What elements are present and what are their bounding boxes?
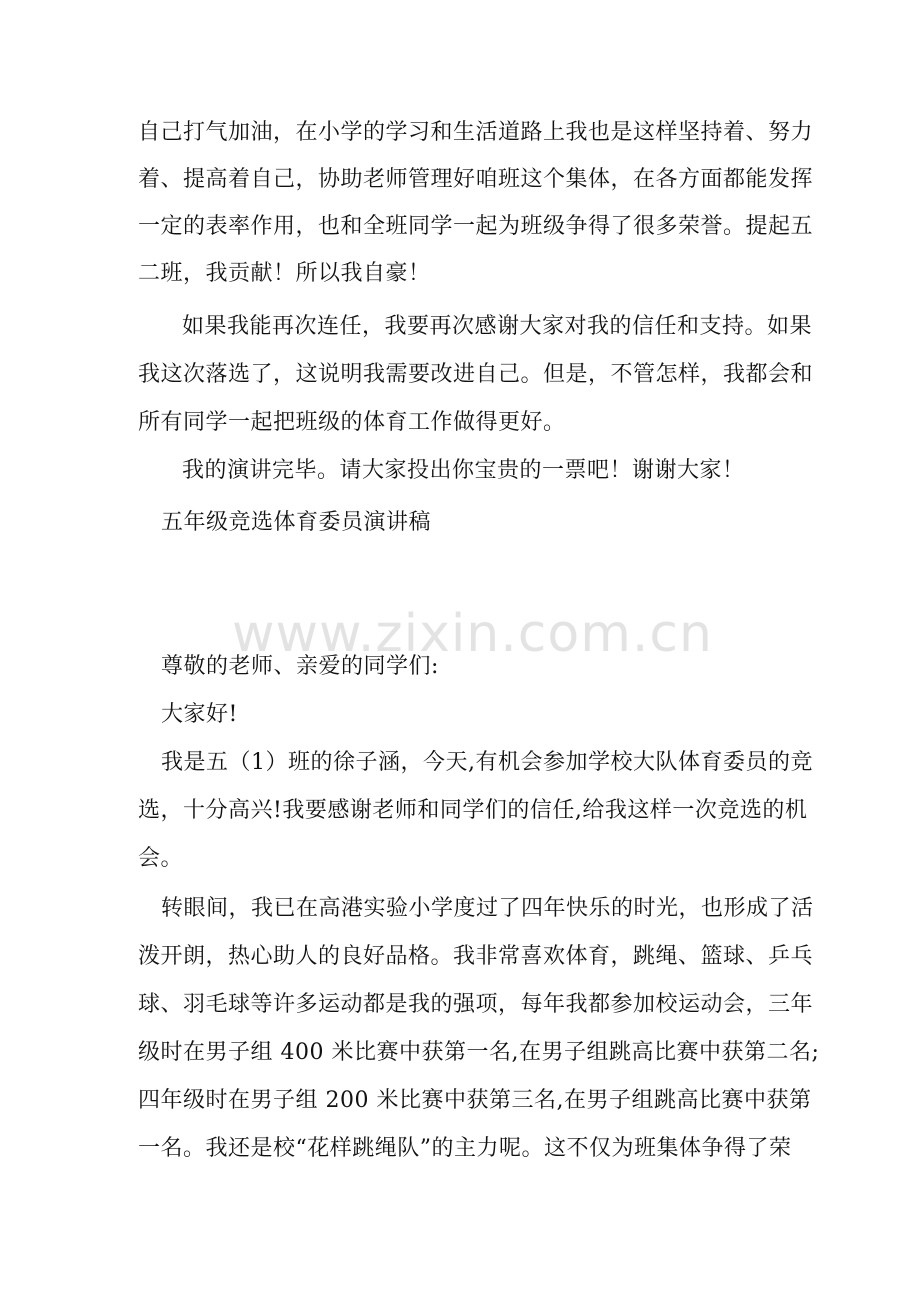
text-line: 球、羽毛球等许多运动都是我的强项，每年我都参加校运动会，三年 bbox=[138, 992, 814, 1017]
text-line: 转眼间，我已在高港实验小学度过了四年快乐的时光，也形成了活 bbox=[161, 896, 814, 921]
text-line: 二班，我贡献！所以我自豪！ bbox=[138, 261, 431, 286]
greeting: 尊敬的老师、亲爱的同学们: bbox=[161, 654, 439, 679]
text-line: 会。 bbox=[138, 846, 184, 871]
text-line: 如果我能再次连任，我要再次感谢大家对我的信任和支持。如果 bbox=[182, 314, 813, 339]
document-title: 五年级竞选体育委员演讲稿 bbox=[161, 510, 432, 535]
text-line: 泼开朗，热心助人的良好品格。我非常喜欢体育，跳绳、篮球、乒乓 bbox=[138, 944, 814, 969]
text-line: 我的演讲完毕。请大家投出你宝贵的一票吧！谢谢大家！ bbox=[182, 458, 745, 483]
text-line: 选，十分高兴!我要感谢老师和同学们的信任,给我这样一次竞选的机 bbox=[138, 798, 808, 823]
text-line: 级时在男子组 400 米比赛中获第一名,在男子组跳高比赛中获第二名; bbox=[138, 1040, 820, 1065]
text-line: 所有同学一起把班级的体育工作做得更好。 bbox=[138, 410, 566, 435]
text-line: 我这次落选了，这说明我需要改进自己。但是，不管怎样，我都会和 bbox=[138, 362, 814, 387]
text-line: 自己打气加油，在小学的学习和生活道路上我也是这样坚持着、努力 bbox=[138, 120, 814, 145]
text-line: 着、提高着自己，协助老师管理好咱班这个集体，在各方面都能发挥 bbox=[138, 167, 814, 192]
text-line: 一名。我还是校“花样跳绳队”的主力呢。这不仅为班集体争得了荣 bbox=[138, 1136, 792, 1161]
text-line: 我是五（1）班的徐子涵，今天,有机会参加学校大队体育委员的竞 bbox=[161, 750, 813, 775]
text-line: 四年级时在男子组 200 米比赛中获第三名,在男子组跳高比赛中获第 bbox=[138, 1088, 812, 1113]
text-line: 一定的表率作用，也和全班同学一起为班级争得了很多荣誉。提起五 bbox=[138, 214, 814, 239]
watermark: www.zixin.com.cn bbox=[232, 604, 713, 664]
hello: 大家好! bbox=[161, 702, 238, 727]
